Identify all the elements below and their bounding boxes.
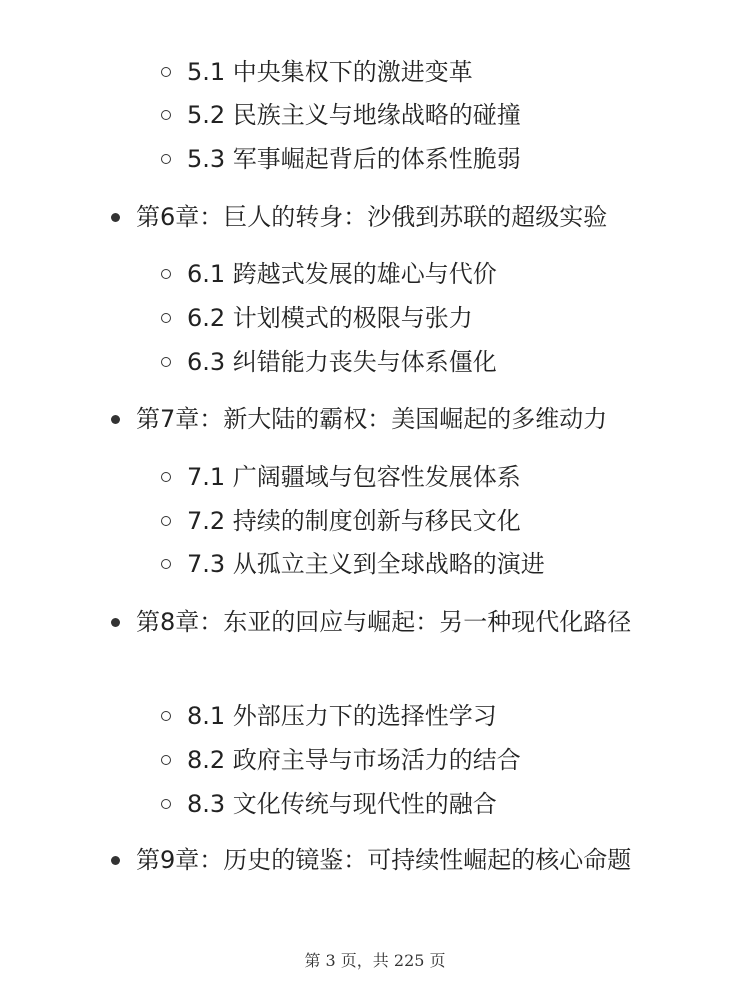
toc-section-8-1[interactable]	[187, 694, 497, 738]
hollow-bullet-icon	[159, 694, 173, 738]
toc-section-7-1[interactable]	[187, 455, 521, 499]
toc-chapter-7[interactable]	[136, 397, 676, 441]
toc-section-6-2[interactable]	[187, 296, 473, 340]
toc-chapter-label: 第7章：新大陆的霸权：美国崛起的多维动力	[136, 405, 608, 433]
hollow-bullet-icon	[159, 50, 173, 94]
toc-section-label: 8.1 外部压力下的选择性学习	[187, 702, 497, 730]
toc-section-label: 6.2 计划模式的极限与张力	[187, 304, 473, 332]
toc-section-6-1[interactable]	[187, 252, 497, 296]
hollow-bullet-icon	[159, 340, 173, 384]
bullet-dot-icon	[108, 195, 122, 239]
bullet-dot-icon	[108, 600, 122, 644]
toc-section-5-3[interactable]	[187, 137, 521, 181]
toc-section-label: 7.1 广阔疆域与包容性发展体系	[187, 463, 521, 491]
bullet-dot-icon	[108, 838, 122, 882]
toc-section-label: 7.2 持续的制度创新与移民文化	[187, 507, 521, 535]
toc-section-label: 7.3 从孤立主义到全球战略的演进	[187, 550, 545, 578]
toc-section-label: 6.1 跨越式发展的雄心与代价	[187, 260, 497, 288]
toc-section-label: 5.2 民族主义与地缘战略的碰撞	[187, 101, 521, 129]
page-number-footer: 第 3 页，共 225 页	[304, 951, 446, 970]
hollow-bullet-icon	[159, 499, 173, 543]
toc-section-label: 5.3 军事崛起背后的体系性脆弱	[187, 145, 521, 173]
hollow-bullet-icon	[159, 252, 173, 296]
hollow-bullet-icon	[159, 542, 173, 586]
hollow-bullet-icon	[159, 738, 173, 782]
hollow-bullet-icon	[159, 137, 173, 181]
hollow-bullet-icon	[159, 296, 173, 340]
hollow-bullet-icon	[159, 93, 173, 137]
toc-section-label: 5.1 中央集权下的激进变革	[187, 58, 473, 86]
toc-chapter-label: 第9章：历史的镜鉴：可持续性崛起的核心命题	[136, 846, 632, 874]
toc-section-5-2[interactable]	[187, 93, 521, 137]
toc-section-7-3[interactable]	[187, 542, 545, 586]
toc-section-label: 6.3 纠错能力丧失与体系僵化	[187, 348, 497, 376]
toc-section-6-3[interactable]	[187, 340, 497, 384]
toc-chapter-8[interactable]	[136, 600, 676, 644]
toc-section-5-1[interactable]	[187, 50, 473, 94]
toc-section-8-3[interactable]	[187, 782, 497, 826]
toc-section-7-2[interactable]	[187, 499, 521, 543]
toc-chapter-6[interactable]	[136, 195, 676, 239]
toc-section-8-2[interactable]	[187, 738, 521, 782]
toc-chapter-9[interactable]	[136, 838, 676, 882]
bullet-dot-icon	[108, 397, 122, 441]
toc-chapter-label: 第8章：东亚的回应与崛起：另一种现代化路径	[136, 608, 632, 636]
hollow-bullet-icon	[159, 782, 173, 826]
toc-section-label: 8.3 文化传统与现代性的融合	[187, 790, 497, 818]
toc-section-label: 8.2 政府主导与市场活力的结合	[187, 746, 521, 774]
hollow-bullet-icon	[159, 455, 173, 499]
toc-chapter-label: 第6章：巨人的转身：沙俄到苏联的超级实验	[136, 203, 608, 231]
